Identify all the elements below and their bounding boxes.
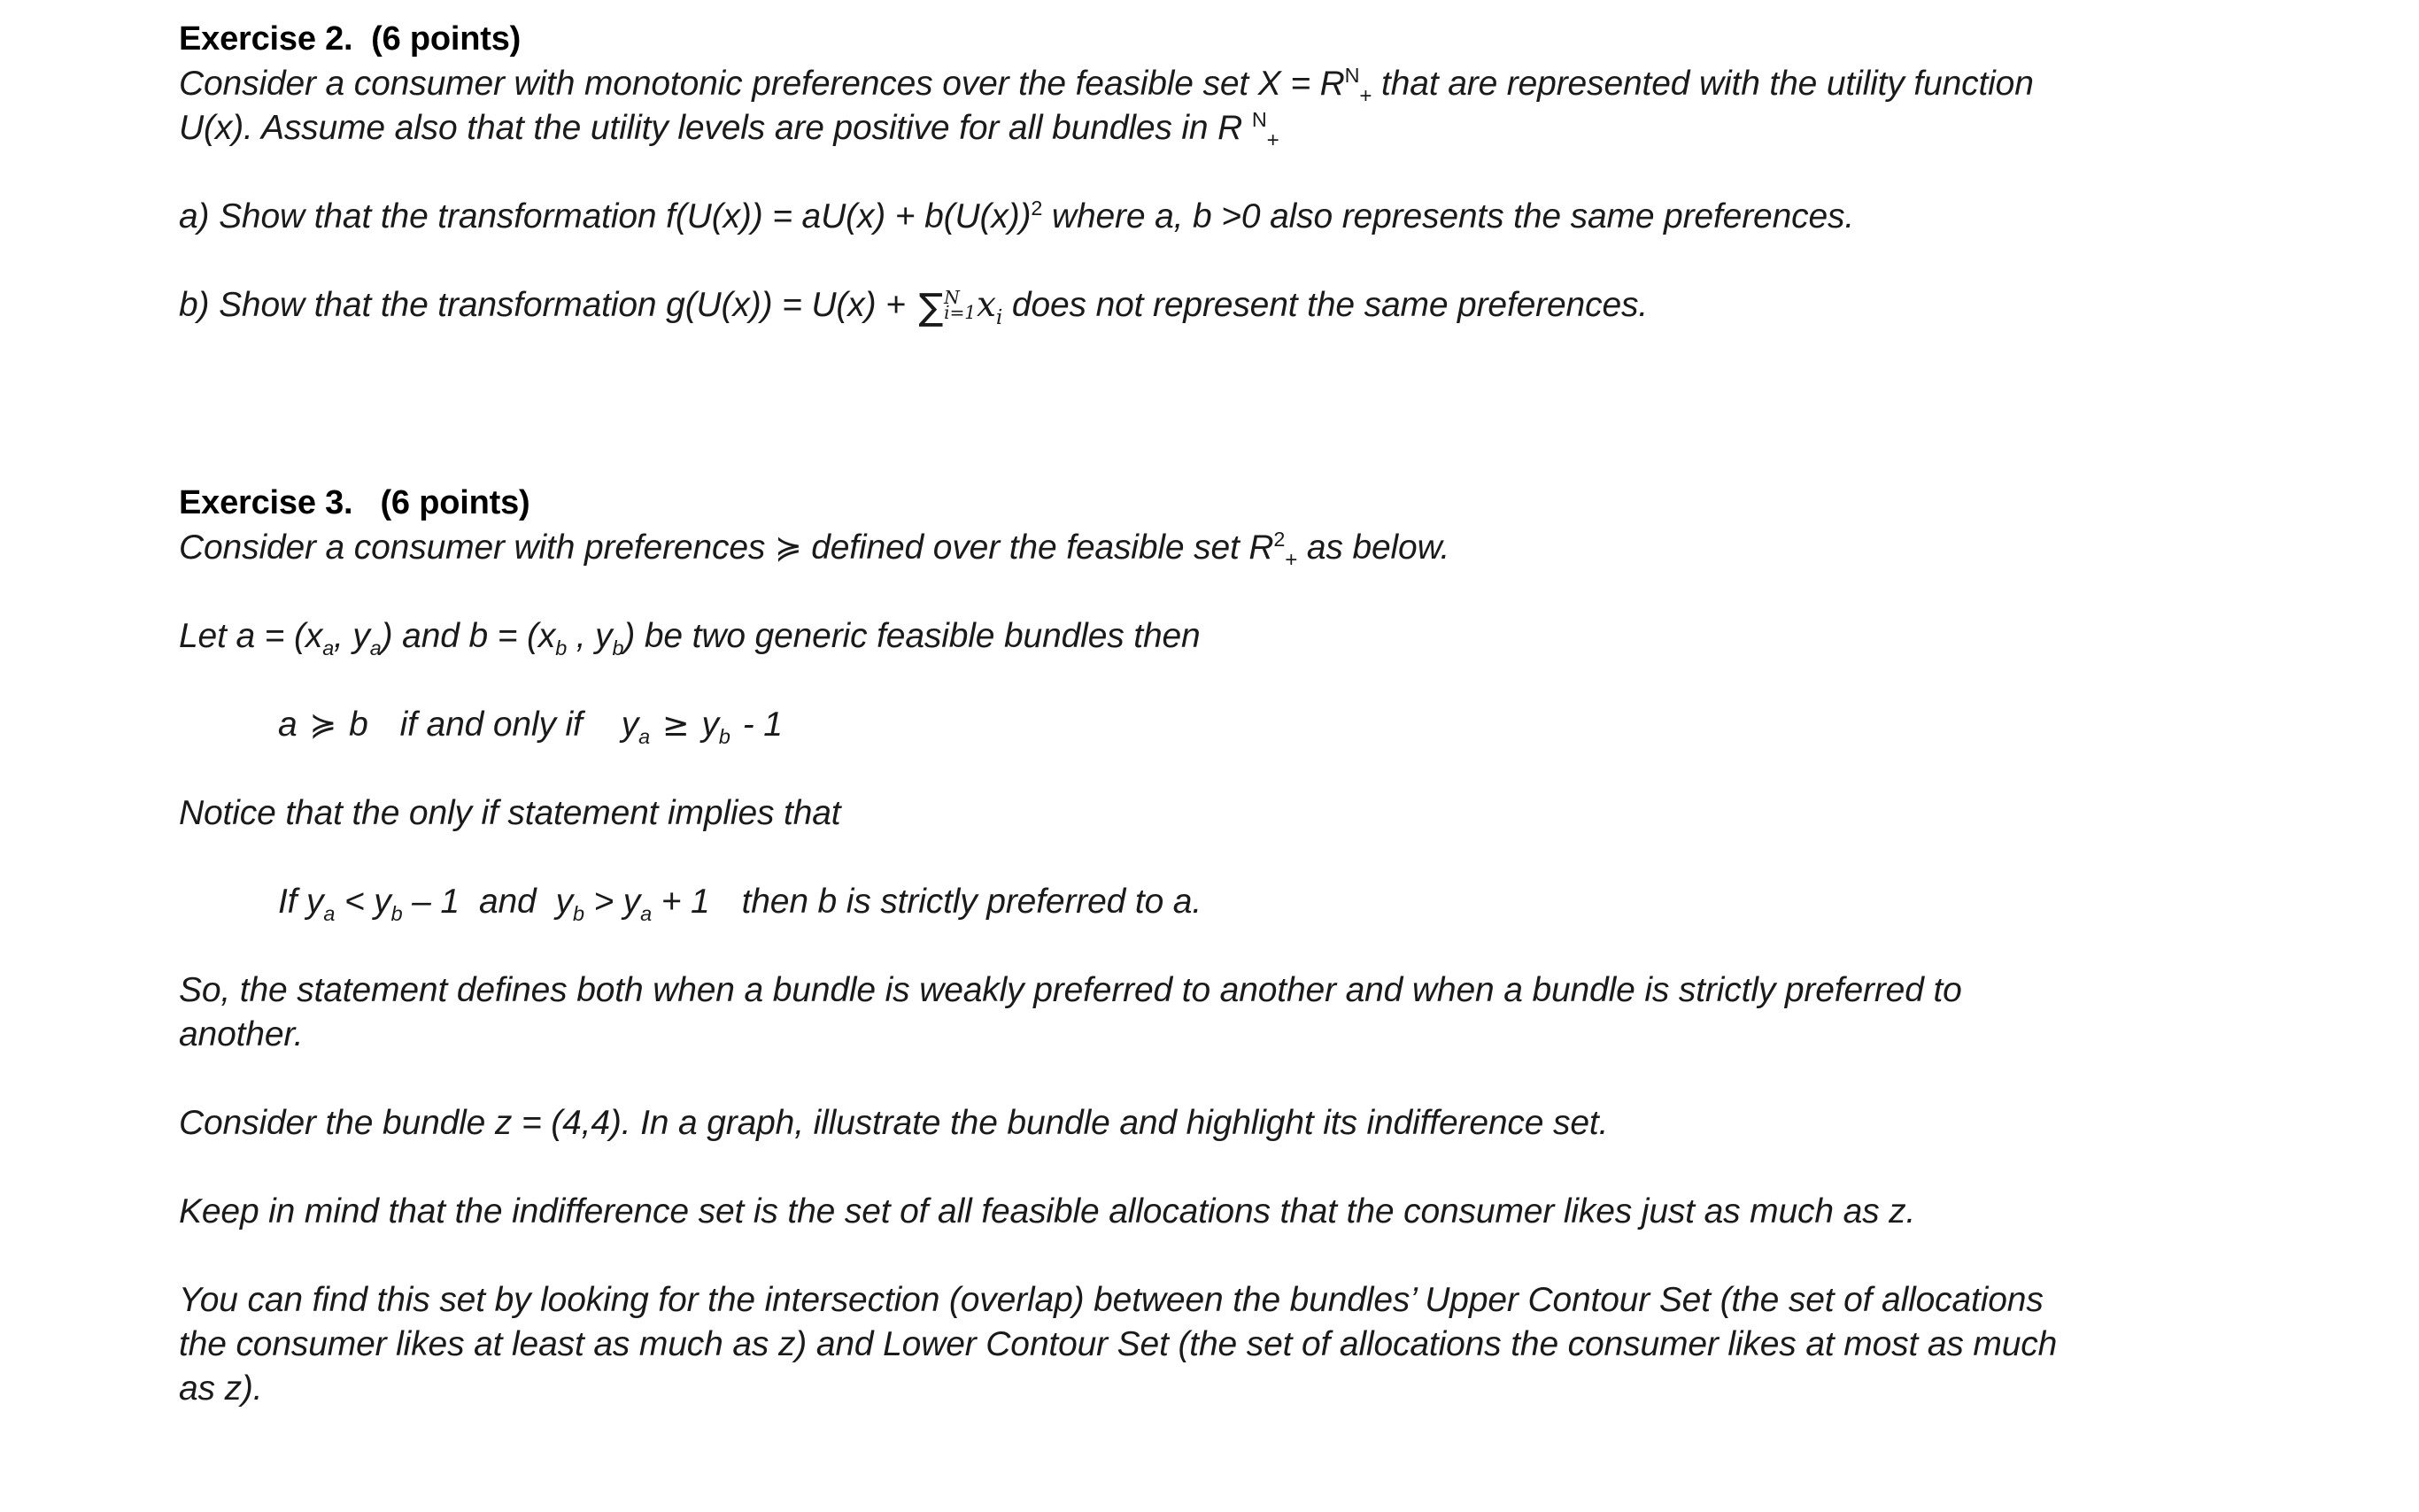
bundle-definition-s1: a xyxy=(322,636,335,660)
condition-bundle-a: a xyxy=(278,705,298,744)
summation-lower-limit: i=1 xyxy=(944,301,977,323)
spacer-between-exercises xyxy=(179,331,2419,436)
exercise-3-heading: Exercise 3. (6 points) xyxy=(179,483,530,521)
exercise-2-intro-line-1-text-a: Consider a consumer with monotonic preferences over the feasible set X = R xyxy=(179,65,1345,103)
spacer-before-condition xyxy=(179,659,2419,703)
bundle-definition-t2: , y xyxy=(334,616,370,655)
preference-condition-line xyxy=(179,703,2419,747)
spacer-between-exercises-2 xyxy=(179,436,2419,480)
condition-yb-subscript: b xyxy=(718,724,730,748)
implies-gt: > y xyxy=(583,882,641,921)
implies-lt-subscript: b xyxy=(390,901,403,925)
contour-set-hint-line-2: the consumer likes at least as much as z) and Lower Contour Set (the set of allocations the consumer likes at most as much xyxy=(179,1324,2058,1363)
bundle-definition-s2: a xyxy=(369,636,382,660)
summation-upper-limit: N xyxy=(944,286,960,308)
condition-yb: y xyxy=(701,705,719,744)
spacer-before-bundle xyxy=(179,1057,2419,1101)
implies-lt: < y xyxy=(335,882,391,921)
exercise-2-intro-line-2-subscript: + xyxy=(1266,127,1279,152)
exercise-3-intro-subscript: + xyxy=(1285,547,1298,572)
implies-gt-subscript: a xyxy=(640,901,653,925)
sigma-icon: ∑ xyxy=(918,285,944,328)
spacer-before-find xyxy=(179,1234,2419,1278)
summation-term xyxy=(977,285,1003,329)
summation-notation xyxy=(918,285,975,331)
exercise-3-intro-superscript: 2 xyxy=(1273,527,1286,551)
spacer-before-implies xyxy=(179,836,2419,880)
exercise-2-heading: Exercise 2. (6 points) xyxy=(179,20,522,58)
summation-term-subscript: i xyxy=(995,304,1003,329)
condition-ya: y xyxy=(621,705,639,744)
implies-plus: + 1 xyxy=(652,882,710,921)
exercise-2-intro-line-1-superscript: N xyxy=(1344,64,1360,87)
document-content xyxy=(179,16,2419,1411)
weak-preference-icon: ≽ xyxy=(774,528,802,567)
weak-preference-icon-2: ≽ xyxy=(309,705,337,744)
implies-minus: – 1 xyxy=(402,882,460,921)
spacer-before-keep xyxy=(179,1146,2419,1190)
exercise-2-part-b xyxy=(179,283,2419,331)
notice-line: Notice that the only if statement implies that xyxy=(179,793,841,832)
exercise-2-intro-line-2-text-a: U(x). Assume also that the utility levels are positive for all bundles in R xyxy=(179,109,1252,147)
condition-tail: - 1 xyxy=(742,705,783,744)
exercise-2-part-a-text-pre: a) Show that the transformation f(U(x)) = aU(x) + b(U(x)) xyxy=(179,197,1032,235)
exercise-2-part-a-text-post: where a, b >0 also represents the same preferences. xyxy=(1042,197,1855,235)
exercise-2-intro-line-2-superscript: N xyxy=(1251,108,1267,131)
bundle-z-instruction-line: Consider the bundle z = (4,4). In a graph, illustrate the bundle and highlight its indifference set. xyxy=(179,1103,1609,1142)
summation-term-base: x xyxy=(977,285,996,325)
bundle-definition-t5: ) be two generic feasible bundles then xyxy=(623,616,1201,655)
indifference-set-definition-line: Keep in mind that the indifference set is the set of all feasible allocations that the consumer likes just as much as z. xyxy=(179,1192,1916,1230)
exercise-2-part-a xyxy=(179,195,2419,239)
implies-and: and xyxy=(478,882,537,921)
exercise-2-intro-line-1 xyxy=(179,62,2419,106)
spacer-before-so xyxy=(179,924,2419,968)
bundle-definition-s3: b xyxy=(555,636,568,660)
exercise-3-intro-text-c: as below. xyxy=(1297,528,1450,567)
contour-set-hint-line-3: as z). xyxy=(179,1369,263,1408)
condition-bundle-b: b xyxy=(349,705,368,744)
summation-limits xyxy=(944,286,977,324)
exercise-2-part-b-text-post: does not represent the same preferences. xyxy=(1002,286,1649,324)
spacer-before-notice xyxy=(179,747,2419,791)
greater-or-equal-icon: ≥ xyxy=(661,705,690,744)
exercise-3-intro-text-a: Consider a consumer with preferences xyxy=(179,528,775,567)
spacer-after-exercise-2-intro xyxy=(179,150,2419,195)
condition-ya-subscript: a xyxy=(638,724,650,748)
exercise-2-intro-line-1-subscript: + xyxy=(1359,83,1372,108)
strict-preference-implication-line xyxy=(179,880,2419,924)
spacer-after-exercise-3-intro xyxy=(179,570,2419,614)
exercise-3-intro xyxy=(179,526,2419,570)
exercise-3-intro-text-b: defined over the feasible set R xyxy=(801,528,1274,567)
statement-summary-line-2: another. xyxy=(179,1014,304,1053)
bundle-definition-t4: , y xyxy=(567,616,613,655)
spacer-between-parts xyxy=(179,239,2419,283)
contour-set-hint-line-1: You can find this set by looking for the intersection (overlap) between the bundles’ Upper Contour Set (the set of allocations xyxy=(179,1280,2044,1319)
exercise-2-intro-line-2 xyxy=(179,106,2419,150)
condition-iff-text: if and only if xyxy=(399,705,583,744)
implies-yb2-subscript: b xyxy=(572,901,584,925)
bundle-definition-t3: ) and b = (x xyxy=(381,616,556,655)
implies-tail: then b is strictly preferred to a. xyxy=(741,882,1202,921)
implies-if-subscript: a xyxy=(323,901,336,925)
exercise-2-part-b-text-pre: b) Show that the transformation g(U(x)) = U(x) + xyxy=(179,286,916,324)
statement-summary-line-1: So, the statement defines both when a bundle is weakly preferred to another and when a bundle is strictly preferred to xyxy=(179,970,1962,1009)
bundle-definition-s4: b xyxy=(612,636,624,660)
implies-yb2: y xyxy=(555,882,573,921)
exercise-2-intro-line-1-text-b: that are represented with the utility function xyxy=(1372,65,2034,103)
bundle-definition-line xyxy=(179,614,2419,659)
exercise-2-part-a-superscript: 2 xyxy=(1031,197,1043,220)
implies-if: If y xyxy=(278,882,324,921)
bundle-definition-t1: Let a = (x xyxy=(179,616,323,655)
